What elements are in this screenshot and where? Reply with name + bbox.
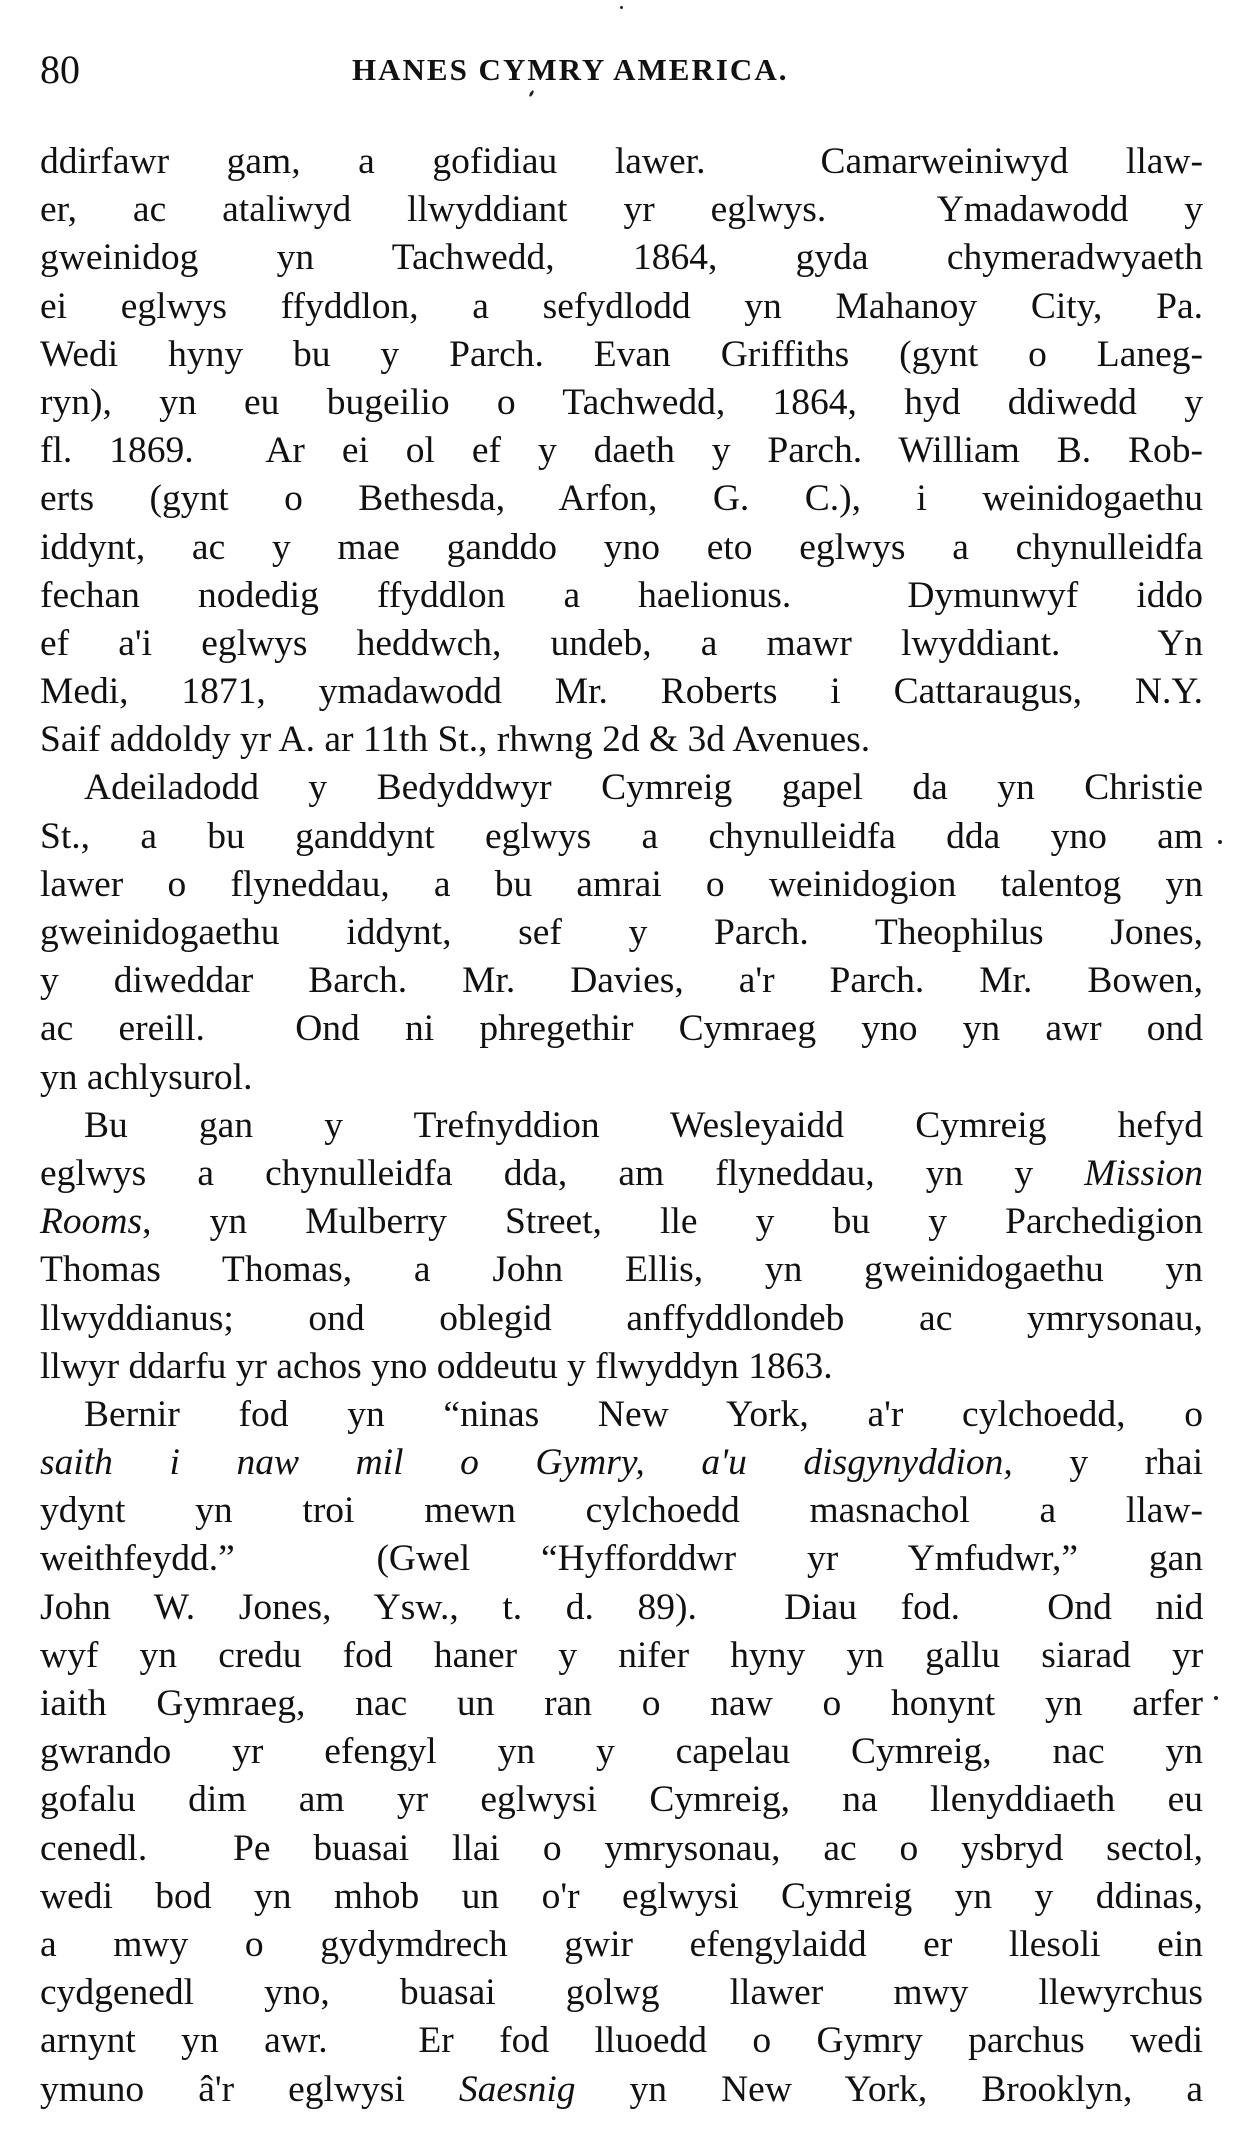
text-line <box>40 1680 1203 1728</box>
text-line <box>40 620 1203 668</box>
text-line <box>40 1825 1203 1873</box>
running-title: HANES CYMRY AMERICA. <box>352 52 789 87</box>
text-line <box>40 572 1203 620</box>
text-run: ef a'i eglwys heddwch, undeb, a mawr lwyddiant. Yn <box>40 622 1204 664</box>
text-run: llwyr ddarfu yr achos yno oddeutu y flwyddyn 1863. <box>40 1345 833 1387</box>
italic-run: Saesnig <box>458 2068 576 2110</box>
ink-speck <box>1218 840 1222 844</box>
text-run: y diweddar Barch. Mr. Davies, a'r Parch. Mr. Bowen, <box>40 960 1203 1002</box>
italic-run: saith i naw mil o Gymry, a'u disgynyddion, <box>40 1442 1013 1484</box>
text-run: yn achlysurol. <box>40 1056 253 1098</box>
text-run: weithfeydd.” (Gwel “Hyfforddwr yr Ymfudwr,” gan <box>40 1538 1203 1580</box>
text-line <box>40 1584 1203 1632</box>
paragraph <box>40 764 1203 1101</box>
text-run: eglwys a chynulleidfa dda, am flyneddau, yn y <box>40 1152 1085 1194</box>
text-line <box>40 138 1203 186</box>
text-line <box>40 1487 1203 1535</box>
text-line <box>40 1632 1203 1680</box>
text-line <box>40 1343 1203 1391</box>
text-run: yn New York, Brooklyn, a <box>575 2068 1204 2110</box>
text-line <box>40 1776 1203 1824</box>
running-head <box>40 40 1200 100</box>
text-line <box>40 1728 1203 1776</box>
text-line <box>40 1439 1203 1487</box>
text-run: ei eglwys ffyddlon, a sefydlodd yn Mahanoy City, Pa. <box>40 285 1203 327</box>
text-run: Saif addoldy yr A. ar 11th St., rhwng 2d & 3d Avenues. <box>40 719 871 761</box>
text-run: Bernir fod yn “ninas New York, a'r cylchoedd, o <box>84 1393 1203 1435</box>
text-line <box>40 1969 1203 2017</box>
text-line <box>40 379 1203 427</box>
text-run: llwyddianus; ond oblegid anffyddlondeb ac ymrysonau, <box>40 1297 1203 1339</box>
text-line <box>40 1873 1203 1921</box>
paragraph <box>40 1102 1203 1391</box>
text-line <box>40 1054 1203 1102</box>
text-line <box>40 1535 1203 1583</box>
text-line <box>40 1391 1203 1439</box>
text-line <box>40 1102 1203 1150</box>
text-line <box>40 716 1203 764</box>
text-run: Medi, 1871, ymadawodd Mr. Roberts i Cattaraugus, N.Y. <box>40 671 1203 713</box>
text-run: arnynt yn awr. Er fod lluoedd o Gymry parchus wedi <box>40 2020 1203 2062</box>
text-run: cydgenedl yno, buasai golwg llawer mwy llewyrchus <box>40 1972 1203 2014</box>
text-run: gweinidog yn Tachwedd, 1864, gyda chymeradwyaeth <box>40 237 1203 279</box>
text-line <box>40 2017 1203 2065</box>
text-run: Adeiladodd y Bedyddwyr Cymreig gapel da yn Christie <box>84 767 1203 809</box>
text-line <box>40 1295 1203 1343</box>
text-line <box>40 1150 1203 1198</box>
text-run: , yn Mulberry Street, lle y bu y Parchedigion <box>142 1201 1203 1243</box>
text-run: er, ac ataliwyd llwyddiant yr eglwys. Ymadawodd y <box>40 189 1203 231</box>
page-number: 80 <box>40 47 80 92</box>
paragraph <box>40 1391 1203 2114</box>
text-line <box>40 764 1203 812</box>
text-line <box>40 668 1203 716</box>
paragraph <box>40 138 1203 764</box>
text-run: cenedl. Pe buasai llai o ymrysonau, ac o ysbryd sectol, <box>40 1827 1203 1869</box>
text-line <box>40 186 1203 234</box>
text-line <box>40 1921 1203 1969</box>
text-run: St., a bu ganddynt eglwys a chynulleidfa dda yno am <box>40 815 1203 857</box>
text-run: ymuno â'r eglwysi <box>40 2068 459 2110</box>
text-line <box>40 1005 1203 1053</box>
text-run: a mwy o gydymdrech gwir efengylaidd er llesoli ein <box>40 1923 1203 1965</box>
ink-speck <box>620 6 623 9</box>
text-run: gofalu dim am yr eglwysi Cymreig, na llenyddiaeth eu <box>40 1779 1203 1821</box>
italic-run: Mission <box>1084 1152 1203 1194</box>
text-line <box>40 957 1203 1005</box>
text-line <box>40 427 1203 475</box>
text-run: ac ereill. Ond ni phregethir Cymraeg yno yn awr ond <box>40 1008 1203 1050</box>
text-line <box>40 475 1203 523</box>
text-line <box>40 234 1203 282</box>
text-line <box>40 813 1203 861</box>
text-run: wedi bod yn mhob un o'r eglwysi Cymreig yn y ddinas, <box>40 1875 1203 1917</box>
text-run: gweinidogaethu iddynt, sef y Parch. Theophilus Jones, <box>40 912 1203 953</box>
text-run: wyf yn credu fod haner y nifer hyny yn gallu siarad yr <box>40 1634 1204 1676</box>
text-run: gwrando yr efengyl yn y capelau Cymreig, nac yn <box>40 1731 1203 1773</box>
text-line <box>40 1198 1203 1246</box>
text-run: Bu gan y Trefnyddion Wesleyaidd Cymreig hefyd <box>84 1104 1203 1146</box>
text-line <box>40 909 1203 957</box>
text-run: John W. Jones, Ysw., t. d. 89). Diau fod. Ond nid <box>40 1586 1204 1628</box>
text-run: fl. 1869. Ar ei ol ef y daeth y Parch. William B. Rob- <box>40 430 1203 472</box>
text-run: erts (gynt o Bethesda, Arfon, G. C.), i weinidogaethu <box>40 478 1203 520</box>
text-line <box>40 331 1203 379</box>
text-run: lawer o flyneddau, a bu amrai o weinidogion talentog yn <box>40 863 1203 905</box>
text-line <box>40 524 1203 572</box>
text-run: Wedi hyny bu y Parch. Evan Griffiths (gynt o Laneg- <box>40 333 1203 375</box>
text-run: iddynt, ac y mae ganddo yno eto eglwys a chynulleidfa <box>40 526 1203 568</box>
text-line <box>40 1246 1203 1294</box>
text-run: iaith Gymraeg, nac un ran o naw o honynt yn arfer <box>40 1683 1203 1724</box>
text-run: Thomas Thomas, a John Ellis, yn gweinidogaethu yn <box>40 1249 1203 1291</box>
text-run: fechan nodedig ffyddlon a haelionus. Dymunwyf iddo <box>40 574 1203 616</box>
text-line <box>40 283 1203 331</box>
text-run: ddirfawr gam, a gofidiau lawer. Camarweiniwyd llaw- <box>40 141 1203 182</box>
text-line <box>40 2066 1203 2114</box>
body-text <box>40 138 1203 2114</box>
text-line <box>40 861 1203 909</box>
text-run: y rhai <box>1012 1442 1203 1484</box>
ink-speck <box>1214 1696 1218 1700</box>
text-run: ryn), yn eu bugeilio o Tachwedd, 1864, hyd ddiwedd y <box>40 381 1203 423</box>
text-run: ydynt yn troi mewn cylchoedd masnachol a llaw- <box>40 1490 1203 1532</box>
italic-run: Rooms <box>40 1201 143 1243</box>
